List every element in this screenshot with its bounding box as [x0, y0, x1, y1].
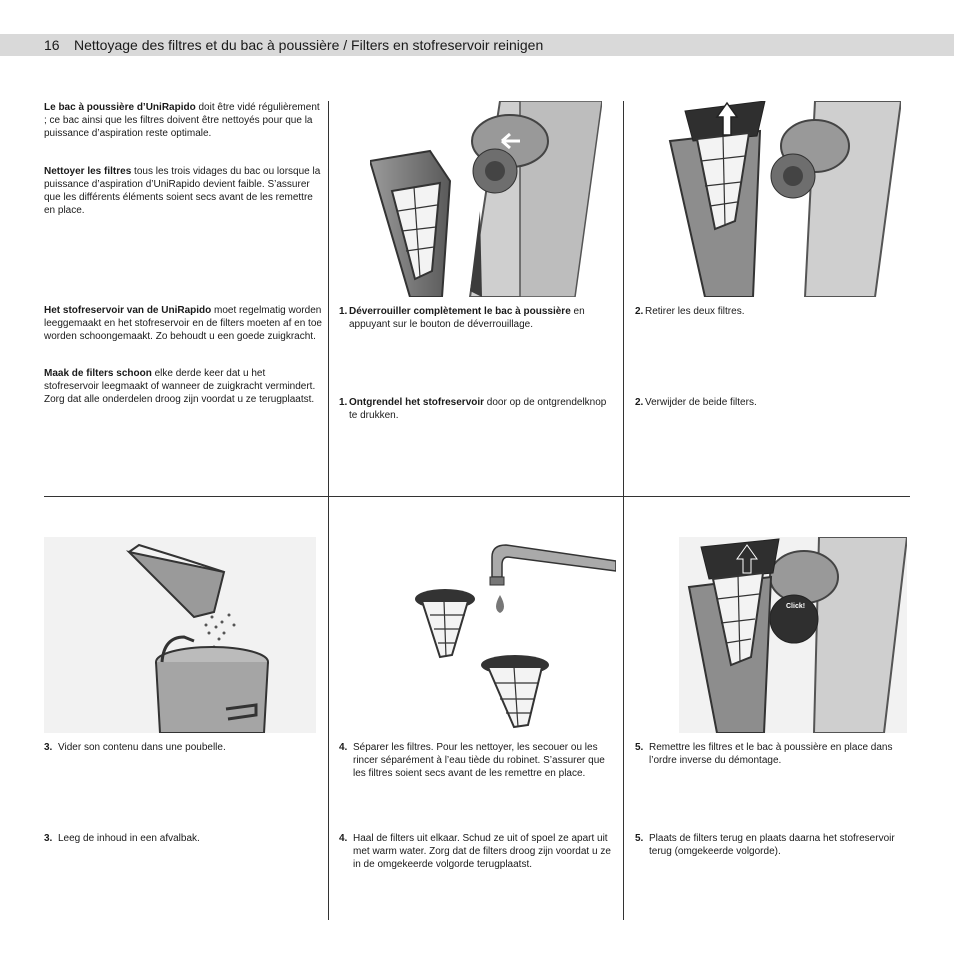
step-2-nl: 2. Verwijder de beide filters. [635, 397, 757, 408]
illustration-step-4 [410, 537, 616, 733]
illustration-step-5 [679, 537, 907, 733]
page-number: 16 [44, 37, 60, 53]
intro-nl-paragraph-2: Maak de filters schoon elke derde keer dat u het stofreservoir leegmaakt of wanneer de zuigkracht vermindert. Zorg dat alle onderdelen droog zijn voordat u ze terugplaatst. [44, 368, 316, 405]
column-divider-2 [623, 101, 624, 920]
intro-fr-paragraph-1: Le bac à poussière d’UniRapido doit être vidé régulièrement ; ce bac ainsi que les filtres doivent être nettoyés pour que la puissance d’aspiration reste optimale. [44, 102, 320, 139]
click-label: Click! [786, 603, 806, 610]
step-5-fr: 5. Remettre les filtres et le bac à poussière en place dans l’ordre inverse du démontage. [635, 742, 893, 766]
step-1-fr: 1. Déverrouiller complètement le bac à poussière en appuyant sur le bouton de déverrouillage. [339, 306, 585, 330]
step-3-fr: 3. Vider son contenu dans une poubelle. [44, 742, 226, 753]
intro-nl-paragraph-1: Het stofreservoir van de UniRapido moet regelmatig worden leeggemaakt en het stofreservoir en de filters moeten af en toe worden schoongemaakt. Zo behoudt u een goede zuigkracht. [44, 305, 322, 342]
step-1-nl: 1. Ontgrendel het stofreservoir door op de ontgrendelknop te drukken. [339, 397, 607, 421]
step-5-nl: 5. Plaats de filters terug en plaats daarna het stofreservoir terug (omgekeerde volgorde). [635, 833, 895, 857]
page-title: Nettoyage des filtres et du bac à poussière / Filters en stofreservoir reinigen [74, 37, 544, 53]
illustration-step-3 [44, 537, 316, 733]
page-header [0, 34, 954, 56]
step-4-nl: 4. Haal de filters uit elkaar. Schud ze uit of spoel ze apart uit met warm water. Zorg dat de filters droog zijn voordat u ze in de omgekeerde volgorde terugplaatst. [339, 833, 611, 870]
step-2-fr: 2. Retirer les deux filtres. [635, 306, 745, 317]
illustration-step-1 [370, 101, 602, 297]
illustration-step-2 [665, 101, 901, 297]
step-4-fr: 4. Séparer les filtres. Pour les nettoyer, les secouer ou les rincer séparément à l’eau tiède du robinet. S’assurer que les filtres soient secs avant de les remettre en place. [339, 742, 605, 779]
step-3-nl: 3. Leeg de inhoud in een afvalbak. [44, 833, 200, 844]
column-divider-1 [328, 101, 329, 920]
intro-fr-paragraph-2: Nettoyer les filtres tous les trois vidages du bac ou lorsque la puissance d’aspiration d’UniRapido devient faible. S’assurer que les différents éléments soient secs avant de les remettre en place. [44, 166, 321, 216]
row-divider [44, 496, 910, 497]
